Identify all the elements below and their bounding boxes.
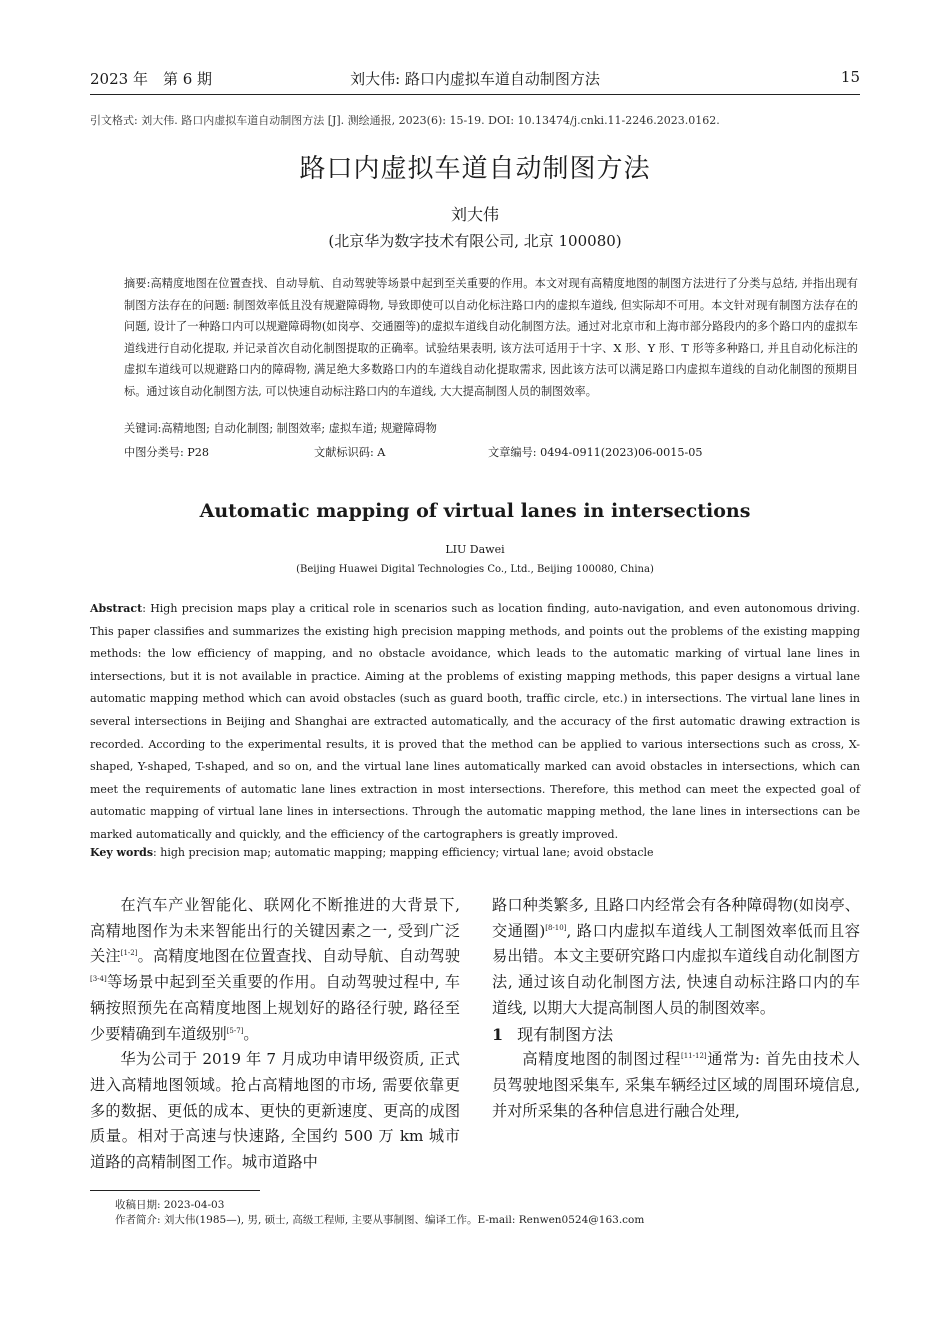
- body-left-column: [90, 893, 460, 1176]
- abstract-cn-text: 高精度地图在位置查找、自动导航、自动驾驶等场景中起到至关重要的作用。本文对现有高精度地图的制图方法进行了分类与总结, 并指出现有制图方法存在的问题: 制图效率低且没有规避障碍物, 导致即使可以自动化标注路口内的虚拟车道线, 但实际却不可用。本文针对现有制图方法存在的问题, 设计了一种路口内可以规避障碍物(如岗亭、交通圈等)的虚拟车道线自动化制图方法。通过对北京市和上海市部分路段内的多个路口内的虚拟车道线进行自动化提取, 并记录首次自动化制图提取的正确率。试验结果表明, 该方法可适用于十字、X 形、Y 形、T 形等多种路口, 并且自动化标注的虚拟车道线可以规避路口内的障碍物, 满足绝大多数路口内的车道线自动化提取需求, 因此该方法可以满足路口内虚拟车道线的自动化制图的预期目标。通过该自动化制图方法, 可以快速自动标注路口内的车道线, 大大提高制图人员的制图效率。: [124, 277, 858, 398]
- affiliation-en: (Beijing Huawei Digital Technologies Co., Ltd., Beijing 100080, China): [296, 564, 654, 575]
- body-paragraph: 华为公司于 2019 年 7 月成功申请甲级资质, 正式进入高精地图领域。抢占高精地图的市场, 需要依靠更多的数据、更低的成本、更快的更新速度、更高的成图质量。相对于高速与快速路, 全国约 500 万 km 城市道路的高精制图工作。城市道路中: [90, 1050, 460, 1172]
- issue-label: 2023 年 第 6 期: [90, 70, 213, 88]
- section-number: 1: [492, 1024, 504, 1044]
- footnote: [115, 1198, 644, 1228]
- body-paragraph: 高精度地图的制图过程[11-12]通常为: 首先由技术人员驾驶地图采集车, 采集车辆经过区域的周围环境信息, 并对所采集的各种信息进行融合处理,: [492, 1050, 860, 1120]
- reference-marker[interactable]: [3-4]: [90, 975, 107, 984]
- author-en: LIU Dawei: [445, 543, 505, 556]
- paper-title-en: Automatic mapping of virtual lanes in intersections: [199, 500, 751, 522]
- running-header: [90, 66, 860, 95]
- abstract-cn: [124, 273, 858, 402]
- keywords-en-label: Key words: [90, 846, 154, 859]
- reference-marker[interactable]: [11-12]: [680, 1052, 707, 1061]
- received-date: 收稿日期: 2023-04-03: [115, 1199, 225, 1211]
- author-cn: 刘大伟: [450, 205, 499, 224]
- abstract-en-text: : High precision maps play a critical role in scenarios such as location finding, auto-navigation, and even autonomous driving. This paper classifies and summarizes the existing high precision mapping methods, and points out the problems of the existing mapping methods: the low efficiency of mapping, and no obstacle avoidance, which leads to the automatic marking of virtual lane lines in intersections, but it is not available in practice. Aiming at the problems of existing mapping methods, this paper designs a virtual lane automatic mapping method which can avoid obstacles (such as guard booth, traffic circle, etc.) in intersections. The virtual lane lines in several intersections in Beijing and Shanghai are extracted automatically, and the accuracy of the first automatic drawing extraction is recorded. According to the experimental results, it is proved that the method can be applied to various intersections such as cross, X-shaped, Y-shaped, T-shaped, and so on, and the virtual lane lines automatically marked can avoid obstacles in intersections, which can meet the requirements of automatic lane lines extraction in most intersections. Therefore, this method can meet the expected goal of automatic mapping of virtual lane lines in intersections. Through the automatic mapping method, the lane lines in intersections can be marked automatically and quickly, and the efficiency of the cartographers is greatly improved.: [90, 602, 860, 841]
- keywords-cn: [124, 420, 858, 436]
- keywords-en: [90, 846, 860, 859]
- page-number: 15: [840, 68, 860, 86]
- section-heading: [492, 1022, 860, 1048]
- document-code: 文献标识码: A: [314, 446, 386, 459]
- keywords-cn-label: 关键词:: [124, 422, 162, 435]
- abstract-en: [90, 598, 860, 847]
- abstract-cn-label: 摘要:: [124, 277, 151, 290]
- article-number: 文章编号: 0494-0911(2023)06-0015-05: [488, 446, 703, 459]
- clc-number: 中图分类号: P28: [124, 446, 210, 459]
- body-paragraph: 路口种类繁多, 且路口内经常会有各种障碍物(如岗亭、交通圈)[8-10], 路口内虚拟车道线人工制图效率低而且容易出错。本文主要研究路口内虚拟车道线自动化制图方法, 通过该自动化制图方法, 快速自动标注路口内的车道线, 以期大大提高制图人员的制图效率。: [492, 896, 860, 1017]
- reference-marker[interactable]: [5-7]: [226, 1026, 244, 1035]
- paper-title-cn: 路口内虚拟车道自动制图方法: [299, 154, 651, 184]
- reference-marker[interactable]: [1-2]: [120, 949, 138, 958]
- citation-line: 引文格式: 刘大伟. 路口内虚拟车道自动制图方法 [J]. 测绘通报, 2023(6): 15-19. DOI: 10.13474/j.cnki.11-2246.2023.0162.: [90, 114, 720, 127]
- reference-marker[interactable]: [8-10]: [545, 923, 567, 932]
- author-bio: 作者简介: 刘大伟(1985—), 男, 硕士, 高级工程师, 主要从事制图、编译工作。E-mail: Renwen0524@163.com: [115, 1214, 645, 1226]
- abstract-en-label: Abstract: [90, 602, 143, 615]
- keywords-en-text: : high precision map; automatic mapping; mapping efficiency; virtual lane; avoid obstacle: [153, 846, 654, 859]
- body-right-column: [492, 893, 860, 1124]
- keywords-cn-text: 高精地图; 自动化制图; 制图效率; 虚拟车道; 规避障碍物: [161, 422, 437, 435]
- section-title: 现有制图方法: [517, 1024, 614, 1044]
- footnote-rule: [90, 1190, 260, 1191]
- running-title: 刘大伟: 路口内虚拟车道自动制图方法: [350, 70, 600, 88]
- affiliation-cn: (北京华为数字技术有限公司, 北京 100080): [328, 232, 622, 250]
- classification-row: [124, 444, 858, 462]
- body-paragraph: 在汽车产业智能化、联网化不断推进的大背景下, 高精地图作为未来智能出行的关键因素之一, 受到广泛关注[1-2]。高精度地图在位置查找、自动导航、自动驾驶[3-4]等场景中起到至关重要的作用。自动驾驶过程中, 车辆按照预先在高精度地图上规划好的路径行驶, 路径至少要精确到车道级别[5-7]。: [90, 896, 460, 1043]
